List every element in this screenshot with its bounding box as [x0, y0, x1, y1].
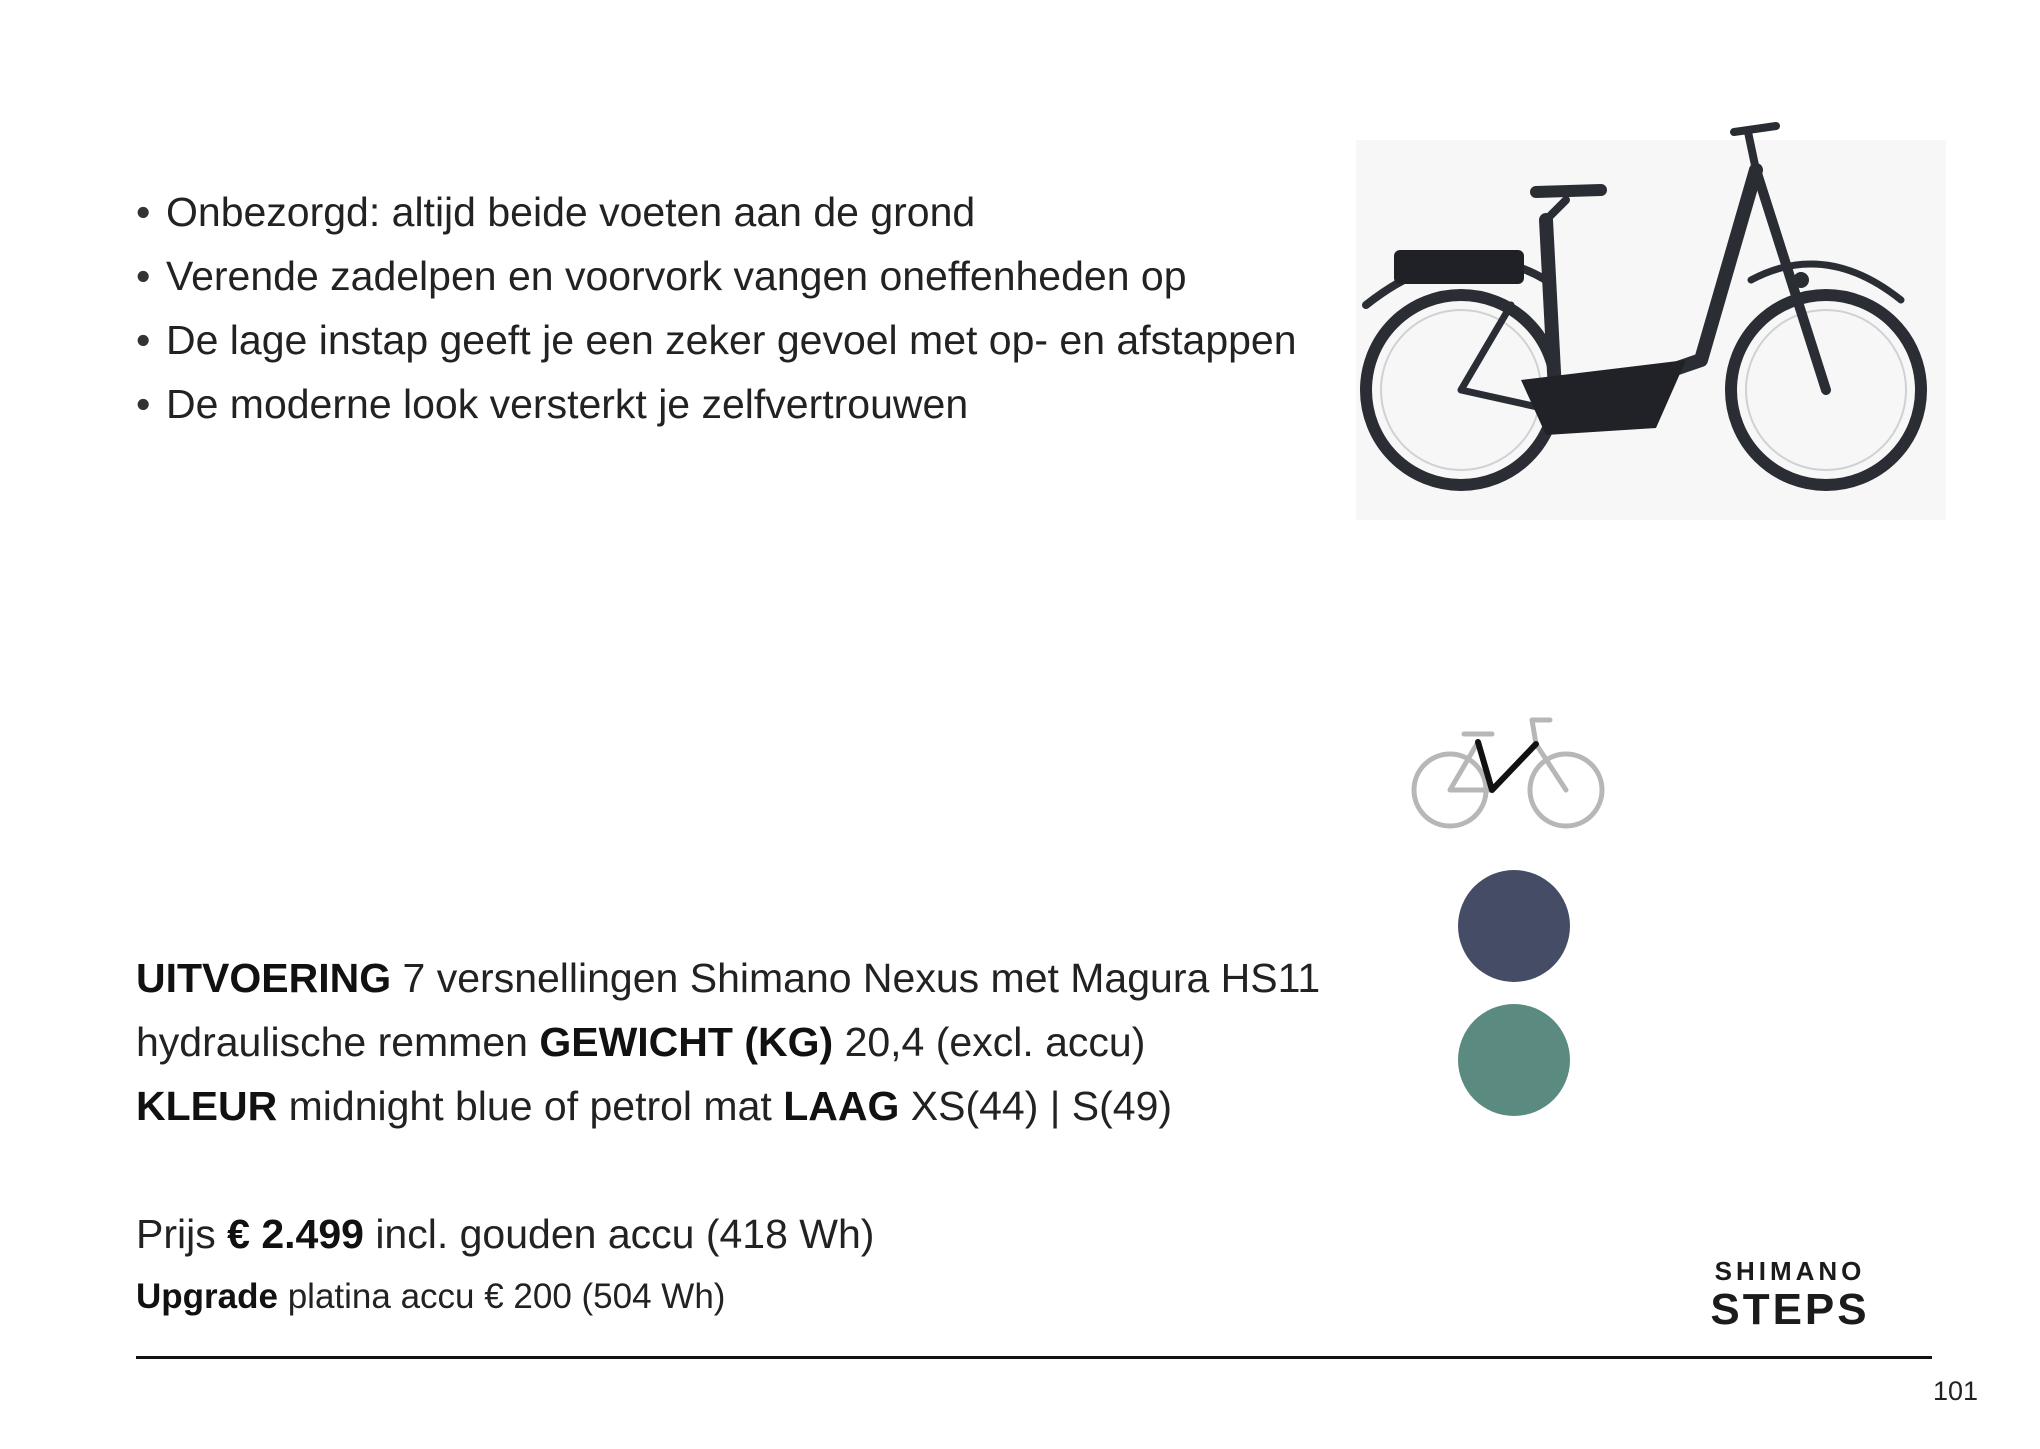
logo-line-shimano: SHIMANO	[1714, 1256, 1866, 1286]
feature-item: • De moderne look versterkt je zelfvertrouwen	[136, 372, 1316, 436]
color-swatch-midnight-blue	[1458, 870, 1570, 982]
feature-item: • Verende zadelpen en voorvork vangen oneffenheden op	[136, 244, 1316, 308]
page-number: 101	[1932, 1376, 1978, 1406]
feature-item: • Onbezorgd: altijd beide voeten aan de grond	[136, 180, 1316, 244]
upgrade-text: platina accu € 200 (504 Wh)	[287, 1277, 726, 1316]
low-step-frame-bike-icon	[1408, 712, 1608, 832]
price-prefix: Prijs	[136, 1211, 216, 1257]
spec-label-laag: LAAG	[783, 1083, 900, 1129]
spec-value-laag: XS(44) | S(49)	[910, 1083, 1173, 1129]
spec-label-kleur: KLEUR	[136, 1083, 278, 1129]
spec-value-uitvoering: 7 versnellingen Shimano Nexus met Magura HS11 hydraulische remmen	[136, 955, 1321, 1065]
spec-label-uitvoering: UITVOERING	[136, 955, 392, 1001]
feature-item: • De lage instap geeft je een zeker gevoel met op- en afstappen	[136, 308, 1316, 372]
specifications	[136, 946, 1336, 1138]
price-amount: € 2.499	[227, 1211, 364, 1257]
upgrade-label: Upgrade	[136, 1277, 278, 1316]
divider	[136, 1356, 1932, 1359]
e-bike-photo-icon	[1356, 110, 1946, 520]
price-suffix: incl. gouden accu (418 Wh)	[375, 1211, 875, 1257]
spec-label-gewicht: GEWICHT (KG)	[539, 1019, 834, 1065]
spec-value-gewicht: 20,4 (excl. accu)	[844, 1019, 1146, 1065]
spec-value-kleur: midnight blue of petrol mat	[288, 1083, 772, 1129]
price-line	[136, 1202, 1336, 1266]
feature-list	[136, 180, 1316, 436]
logo-line-steps: STEPS	[1710, 1285, 1870, 1330]
shimano-steps-logo-icon	[1672, 1256, 1908, 1330]
upgrade-line	[136, 1270, 1336, 1324]
color-swatch-petrol	[1458, 1004, 1570, 1116]
